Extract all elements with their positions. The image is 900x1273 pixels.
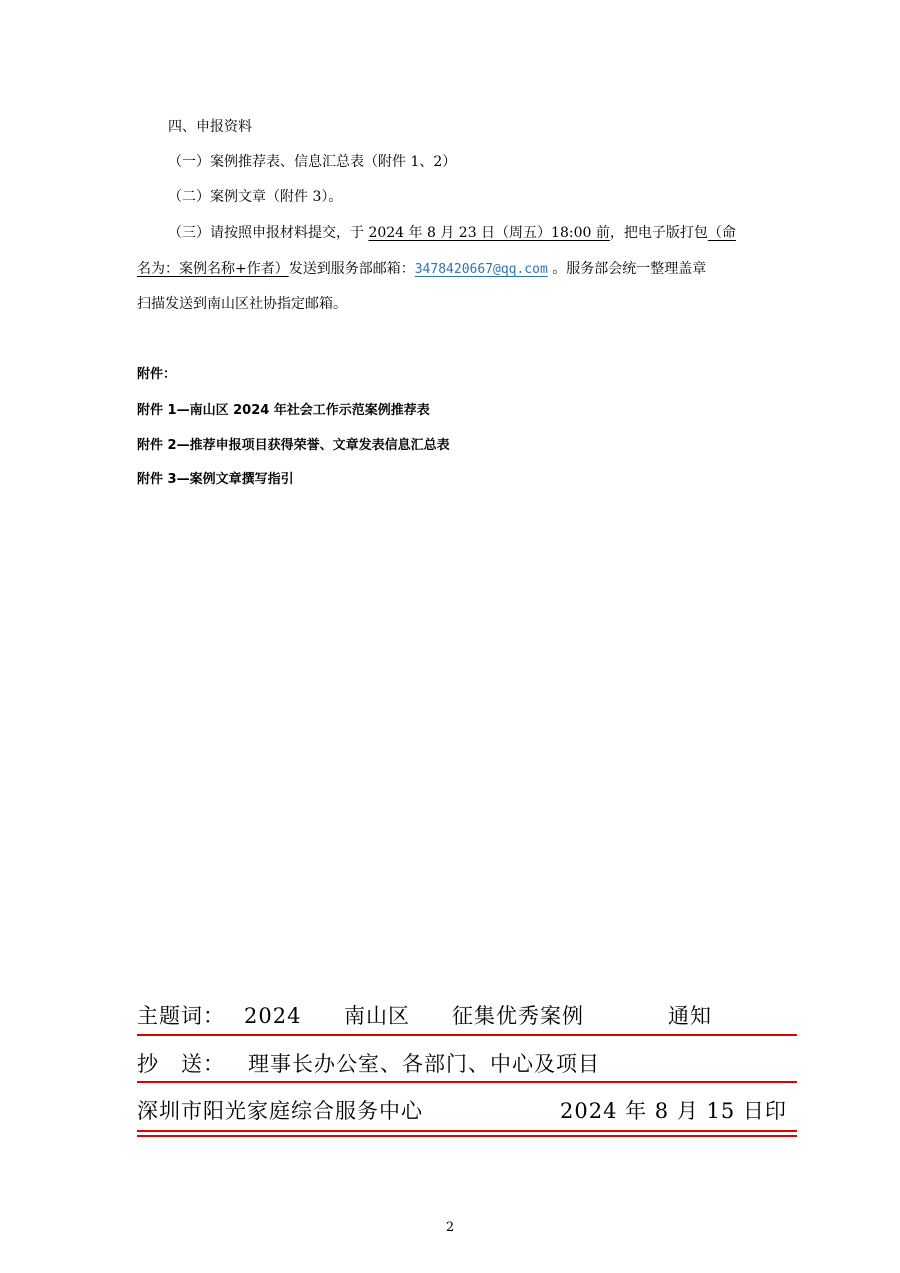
issuer-org: 深圳市阳光家庭综合服务中心 [137, 1099, 423, 1123]
section-4-item-3-line3: 扫描发送到南山区社协指定邮箱。 [137, 296, 347, 312]
cc-label: 抄 送： [137, 1052, 225, 1076]
cc-row [137, 1050, 225, 1078]
keyword-2: 南山区 [344, 1004, 410, 1028]
attachment-item-2: 附件 2—推荐申报项目获得荣誉、文章发表信息汇总表 [137, 438, 450, 453]
keywords-label: 主题词： [137, 1004, 225, 1028]
attachment-item-3: 附件 3—案例文章撰写指引 [137, 472, 294, 487]
item3-prefix: （三）请按照申报材料提交，于 [168, 225, 369, 241]
send-text: 发送到服务部邮箱： [288, 261, 415, 277]
attachments-heading: 附件： [137, 367, 177, 382]
keyword-1: 2024 [244, 1004, 302, 1028]
section-4-heading: 四、申报资料 [168, 119, 252, 135]
email-link[interactable]: 3478420667@qq.com [414, 262, 548, 277]
keywords-row [137, 1002, 225, 1030]
cc-rule [137, 1081, 797, 1083]
naming-note-line1: （命 [707, 225, 736, 241]
keyword-4: 通知 [668, 1004, 712, 1028]
after-email-text: 。服务部会统一整理盖章 [547, 261, 707, 277]
keywords-rule [137, 1034, 797, 1036]
page-number: 2 [445, 1220, 455, 1235]
cc-value: 理事长办公室、各部门、中心及项目 [248, 1052, 600, 1076]
deadline-text: 2024 年 8 月 23 日（周五）18:00 前 [368, 225, 610, 241]
naming-note-line2: 名为：案例名称+作者） [137, 261, 289, 277]
section-4-item-2: （二）案例文章（附件 3）。 [168, 189, 343, 205]
footer-rule-top [137, 1130, 797, 1132]
section-4-item-3-line2 [137, 260, 706, 279]
attachment-item-1: 附件 1—南山区 2024 年社会工作示范案例推荐表 [137, 403, 430, 418]
keyword-3: 征集优秀案例 [452, 1004, 584, 1028]
item3-middle: ，把电子版打包 [609, 225, 708, 241]
section-4-item-3-line1 [168, 224, 736, 242]
footer-rule-bottom [137, 1135, 797, 1137]
section-4-item-1: （一）案例推荐表、信息汇总表（附件 1、2） [168, 154, 457, 170]
print-date: 2024 年 8 月 15 日印 [560, 1099, 787, 1123]
